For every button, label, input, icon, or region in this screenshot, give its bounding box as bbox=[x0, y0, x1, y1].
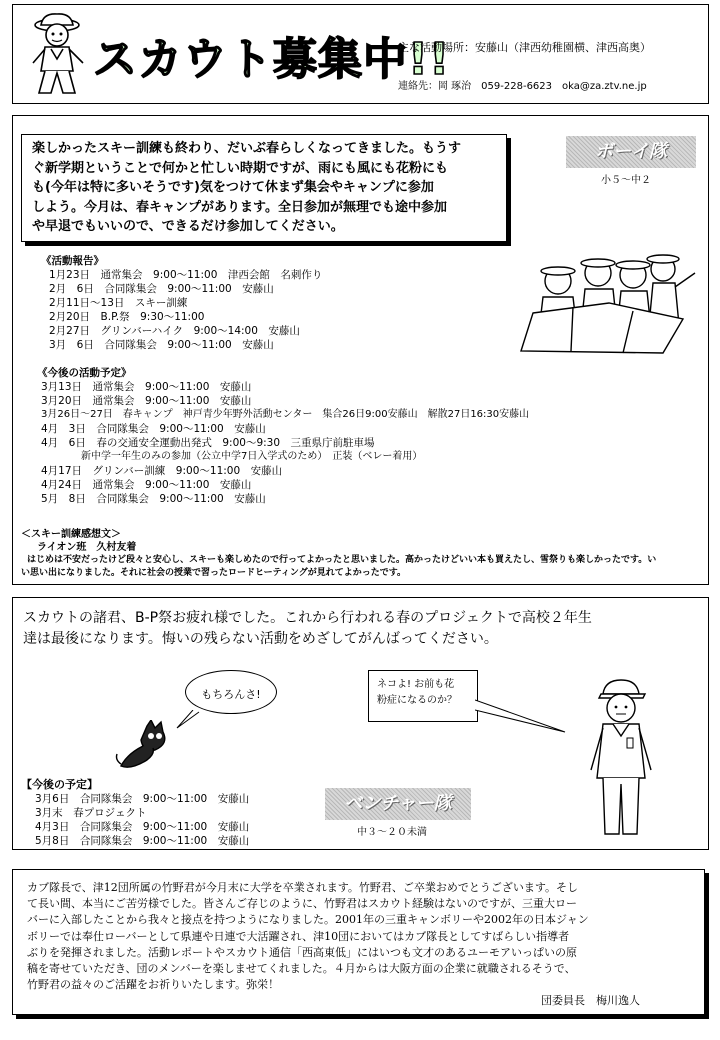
boy-intro-line: しよう。今月は、春キャンプがあります。全日参加が無理でも途中参加 bbox=[32, 199, 447, 215]
cub-message-line: カブ隊長で、津12団所属の竹野君が今月末に大学を卒業されます。竹野君、ご卒業おめでとうございます。そし bbox=[27, 881, 579, 894]
man-speech-bubble bbox=[368, 670, 478, 722]
boy-troop-badge: ボーイ隊 bbox=[566, 136, 696, 168]
venture-troop-age: 中３〜２０未満 bbox=[357, 827, 427, 838]
cub-message-line: バーに入部したことから我々と接点を持つようになりました。2001年の三重キャンボリーや2002年の日本ジャン bbox=[27, 913, 589, 927]
scouts-map-illustration bbox=[513, 241, 703, 361]
report-title: 《活動報告》 bbox=[41, 255, 104, 267]
essay-line: い思い出になりました。それに社会の授業で習ったロードヒーティングが見れてよかったです。 bbox=[21, 568, 407, 578]
plan-item: 4月24日 通常集会 9:00〜11:00 安藤山 bbox=[41, 479, 252, 491]
cub-message-box bbox=[12, 869, 705, 1015]
essay-title: ＜スキー訓練感想文＞ bbox=[21, 529, 121, 540]
contact-info: 連絡先：岡 琢治 059-228-6623 oka@za.ztv.ne.jp bbox=[398, 81, 647, 92]
essay-line: はじめは不安だったけど段々と安心し、スキーも楽しめたので行ってよかったと思いました。高かったけどいい本も買えたし、雪祭りも楽しかったです。い bbox=[27, 555, 657, 565]
report-section bbox=[41, 254, 322, 352]
venture-plan-item: 3月6日 合同隊集会 9:00〜11:00 安藤山 bbox=[35, 793, 250, 805]
boy-intro-line: も(今年は特に多いそうです)気をつけて休まず集会やキャンプに参加 bbox=[32, 180, 434, 195]
plan-item: 4月17日 グリンバー訓練 9:00〜11:00 安藤山 bbox=[41, 465, 283, 477]
cat-speech-bubble bbox=[185, 670, 277, 714]
boy-intro-line: ぐ新学期ということで何かと忙しい時期ですが、雨にも風にも花粉にも bbox=[32, 160, 449, 176]
activity-place: 主な活動場所：安藤山（津西幼稚園横、津西高奥） bbox=[398, 41, 651, 54]
venture-plan-item: 3月末 春プロジェクト bbox=[35, 807, 147, 819]
venture-troop-badge: ベンチャー隊 bbox=[325, 788, 471, 820]
boy-troop-age: 小５〜中２ bbox=[601, 175, 651, 186]
plan-title: 《今後の活動予定》 bbox=[37, 367, 132, 379]
boy-scout-section bbox=[12, 115, 709, 585]
venture-section bbox=[12, 597, 709, 850]
plan-item: 4月 3日 合同隊集会 9:00〜11:00 安藤山 bbox=[41, 423, 266, 435]
boy-intro-box bbox=[21, 134, 507, 242]
cat-illustration bbox=[113, 720, 173, 775]
venture-plan-title: 【今後の予定】 bbox=[21, 778, 98, 791]
plan-item: 3月13日 通常集会 9:00〜11:00 安藤山 bbox=[41, 381, 252, 393]
venture-intro-line: 達は最後になります。悔いの残らない活動をめざしてがんばってください。 bbox=[23, 631, 498, 647]
header-box bbox=[12, 4, 709, 104]
venture-plan-item: 4月3日 合同隊集会 9:00〜11:00 安藤山 bbox=[35, 821, 250, 833]
cat-bubble-tail bbox=[173, 710, 203, 730]
cub-message-line: 竹野君の益々のご活躍をお祈りいたします。弥栄！ bbox=[27, 978, 280, 992]
cat-speech-text: もちろんさ! bbox=[201, 688, 261, 701]
venture-plan-item: 5月8日 合同隊集会 9:00〜11:00 安藤山 bbox=[35, 835, 250, 847]
man-speech-line: ネコよ! お前も花 bbox=[377, 679, 455, 690]
scout-leader-illustration bbox=[581, 674, 661, 844]
report-item: 1月23日 通常集会 9:00〜11:00 津西会館 名刺作り bbox=[49, 269, 323, 281]
signature: 団委員長 梅川逸人 bbox=[541, 994, 640, 1007]
plan-item: 5月 8日 合同隊集会 9:00〜11:00 安藤山 bbox=[41, 493, 266, 505]
plan-item: 4月 6日 春の交通安全運動出発式 9:00〜9:30 三重県庁前駐車場 bbox=[41, 437, 375, 449]
boy-intro-line: や早退でもいいので、できるだけ参加してください。 bbox=[32, 219, 344, 234]
essay-author: ライオン班 久村友着 bbox=[37, 542, 137, 553]
cub-message-line: て長い間、本当にご苦労様でした。皆さんご存じのように、竹野君はスカウト経験はないのですが、三重大ロー bbox=[27, 897, 577, 911]
report-item: 2月27日 グリンバーハイク 9:00〜14:00 安藤山 bbox=[49, 325, 300, 337]
venture-intro bbox=[23, 608, 592, 650]
page-title: スカウト募集中!! bbox=[93, 34, 451, 85]
report-item: 2月 6日 合同隊集会 9:00〜11:00 安藤山 bbox=[49, 283, 274, 295]
man-speech-line: 粉症になるのか？ bbox=[377, 695, 457, 706]
cub-message-line: ぶりを発揮されました。活動レポートやスカウト通信「西高東低」にはいつも文才のあるユーモアいっぱいの原 bbox=[27, 945, 577, 959]
report-item: 2月20日 B.P.祭 9:30〜11:00 bbox=[49, 311, 205, 323]
report-item: 2月11日〜13日 スキー訓練 bbox=[49, 297, 188, 309]
cub-message-line: 稿を寄せていただき、団のメンバーを楽しませてくれました。４月からは大阪方面の企業に就職されるそうで、 bbox=[27, 962, 576, 976]
venture-plan bbox=[21, 778, 249, 848]
man-bubble-tail bbox=[475, 696, 571, 736]
ski-essay bbox=[21, 528, 701, 580]
venture-intro-line: スカウトの諸君、B-P祭お疲れ様でした。これから行われる春のプロジェクトで高校２年生 bbox=[23, 610, 592, 626]
plan-section bbox=[33, 366, 529, 506]
plan-item: 新中学一年生のみの参加（公立中学7日入学式のため） 正装（ベレー着用） bbox=[41, 451, 423, 462]
boy-intro-line: 楽しかったスキー訓練も終わり、だいぶ春らしくなってきました。もうす bbox=[32, 141, 462, 156]
scout-boy-illustration bbox=[23, 11, 93, 99]
plan-item: 3月26日〜27日 春キャンプ 神戸青少年野外活動センター 集合26日9:00安藤山 解散27日16:30安藤山 bbox=[41, 409, 530, 420]
cub-message-line: ボリーでは奉仕ローバーとして県連や日連で大活躍され、津10団においてはカブ隊長としてすばらしい指導者 bbox=[27, 929, 570, 943]
report-item: 3月 6日 合同隊集会 9:00〜11:00 安藤山 bbox=[49, 339, 274, 351]
plan-item: 3月20日 通常集会 9:00〜11:00 安藤山 bbox=[41, 395, 252, 407]
